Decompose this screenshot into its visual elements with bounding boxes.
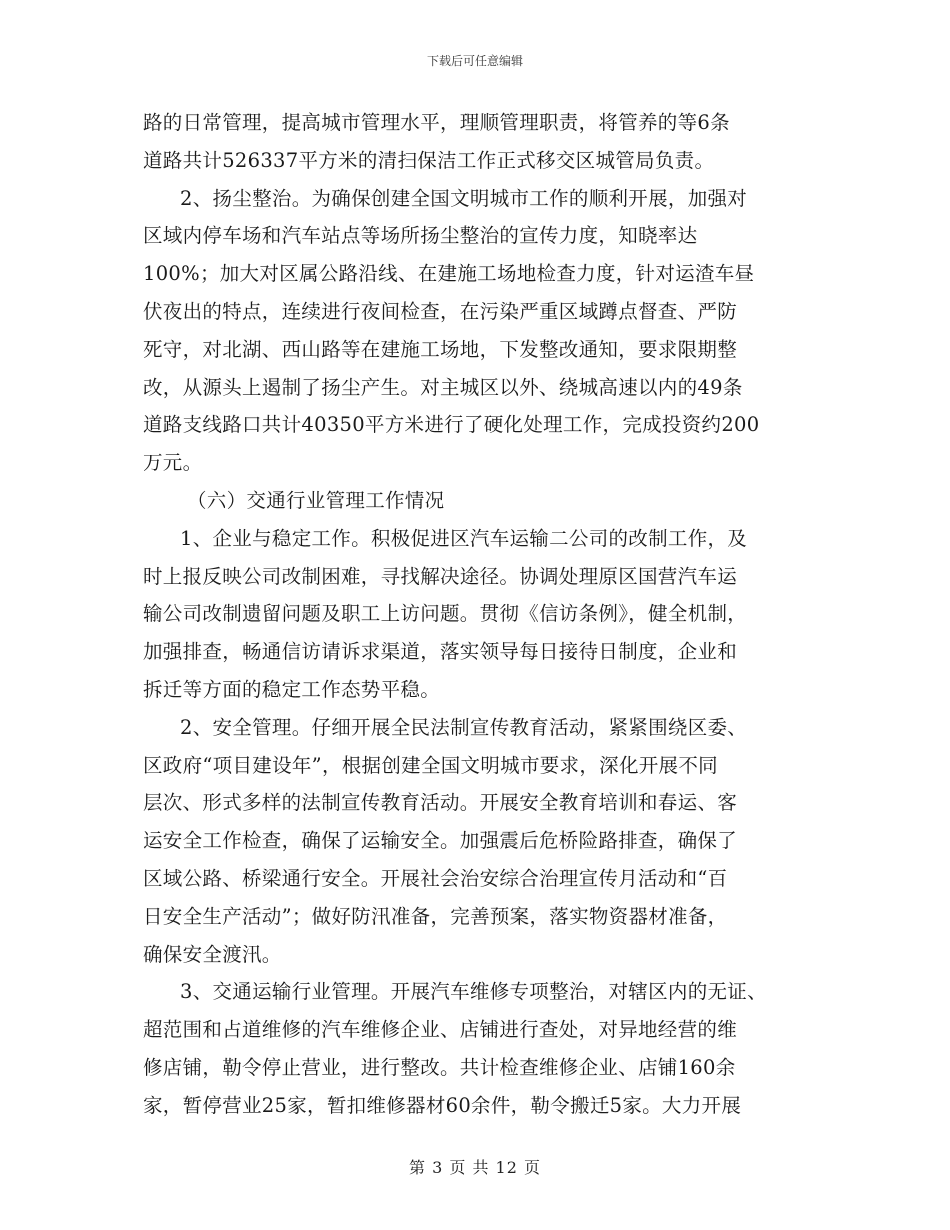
text-line: 区域内停车场和汽车站点等场所扬尘整治的宣传力度，知晓率达	[143, 224, 698, 248]
text-line: 道路支线路口共计40350平方米进行了硬化处理工作，完成投资约200	[143, 413, 760, 437]
page-header: 下载后可任意编辑	[426, 54, 523, 68]
text-line: 超范围和占道维修的汽车维修企业、店铺进行查处，对异地经营的维	[143, 1018, 738, 1042]
text-line: 区政府“项目建设年”，根据创建全国文明城市要求，深化开展不同	[143, 753, 718, 777]
text-line: 日安全生产活动”；做好防汛准备，完善预案，落实物资器材准备，	[143, 904, 728, 928]
text-line: 区域公路、桥梁通行安全。开展社会治安综合治理宣传月活动和“百	[143, 866, 728, 890]
paragraph-start-line: 3、交通运输行业管理。开展汽车维修专项整治，对辖区内的无证、	[180, 980, 767, 1004]
text-line: 确保安全渡汛。	[143, 942, 282, 966]
text-line: 死守，对北湖、西山路等在建施工场地，下发整改通知，要求限期整	[143, 337, 738, 361]
text-line: 加强排查，畅通信访请诉求渠道，落实领导每日接待日制度，企业和	[143, 640, 738, 664]
text-line: 层次、形式多样的法制宣传教育活动。开展安全教育培训和春运、客	[143, 791, 738, 815]
text-line: 运安全工作检查，确保了运输安全。加强震后危桥险路排查，确保了	[143, 829, 738, 853]
paragraph-start-line: 1、企业与稳定工作。积极促进区汽车运输二公司的改制工作，及	[180, 526, 748, 550]
section-heading: （六）交通行业管理工作情况	[187, 488, 445, 512]
paragraph-start-line: 2、扬尘整治。为确保创建全国文明城市工作的顺利开展，加强对	[180, 186, 748, 210]
text-line: 时上报反映公司改制困难，寻找解决途径。协调处理原区国营汽车运	[143, 564, 738, 588]
text-line: 修店铺，勒令停止营业，进行整改。共计检查维修企业、店铺160余	[143, 1055, 736, 1079]
text-line: 伏夜出的特点，连续进行夜间检查，在污染严重区域蹲点督查、严防	[143, 299, 738, 323]
text-line: 万元。	[143, 451, 203, 475]
paragraph-start-line: 2、安全管理。仔细开展全民法制宣传教育活动，紧紧围绕区委、	[180, 715, 748, 739]
text-line: 输公司改制遗留问题及职工上访问题。贯彻《信访条例》，健全机制，	[143, 602, 748, 626]
text-line: 100%；加大对区属公路沿线、在建施工场地检查力度，针对运渣车昼	[143, 262, 755, 286]
text-line: 改，从源头上遏制了扬尘产生。对主城区以外、绕城高速以内的49条	[143, 375, 743, 399]
text-line: 家，暂停营业25家，暂扣维修器材60余件，勒令搬迁5家。大力开展	[143, 1093, 742, 1117]
document-body	[143, 104, 823, 1125]
text-line: 拆迁等方面的稳定工作态势平稳。	[143, 677, 441, 701]
text-line: 道路共计526337平方米的清扫保洁工作正式移交区城管局负责。	[143, 148, 715, 172]
page-footer: 第 3 页 共 12 页	[409, 1158, 541, 1177]
text-line: 路的日常管理，提高城市管理水平，理顺管理职责，将管养的等6条	[143, 111, 730, 134]
